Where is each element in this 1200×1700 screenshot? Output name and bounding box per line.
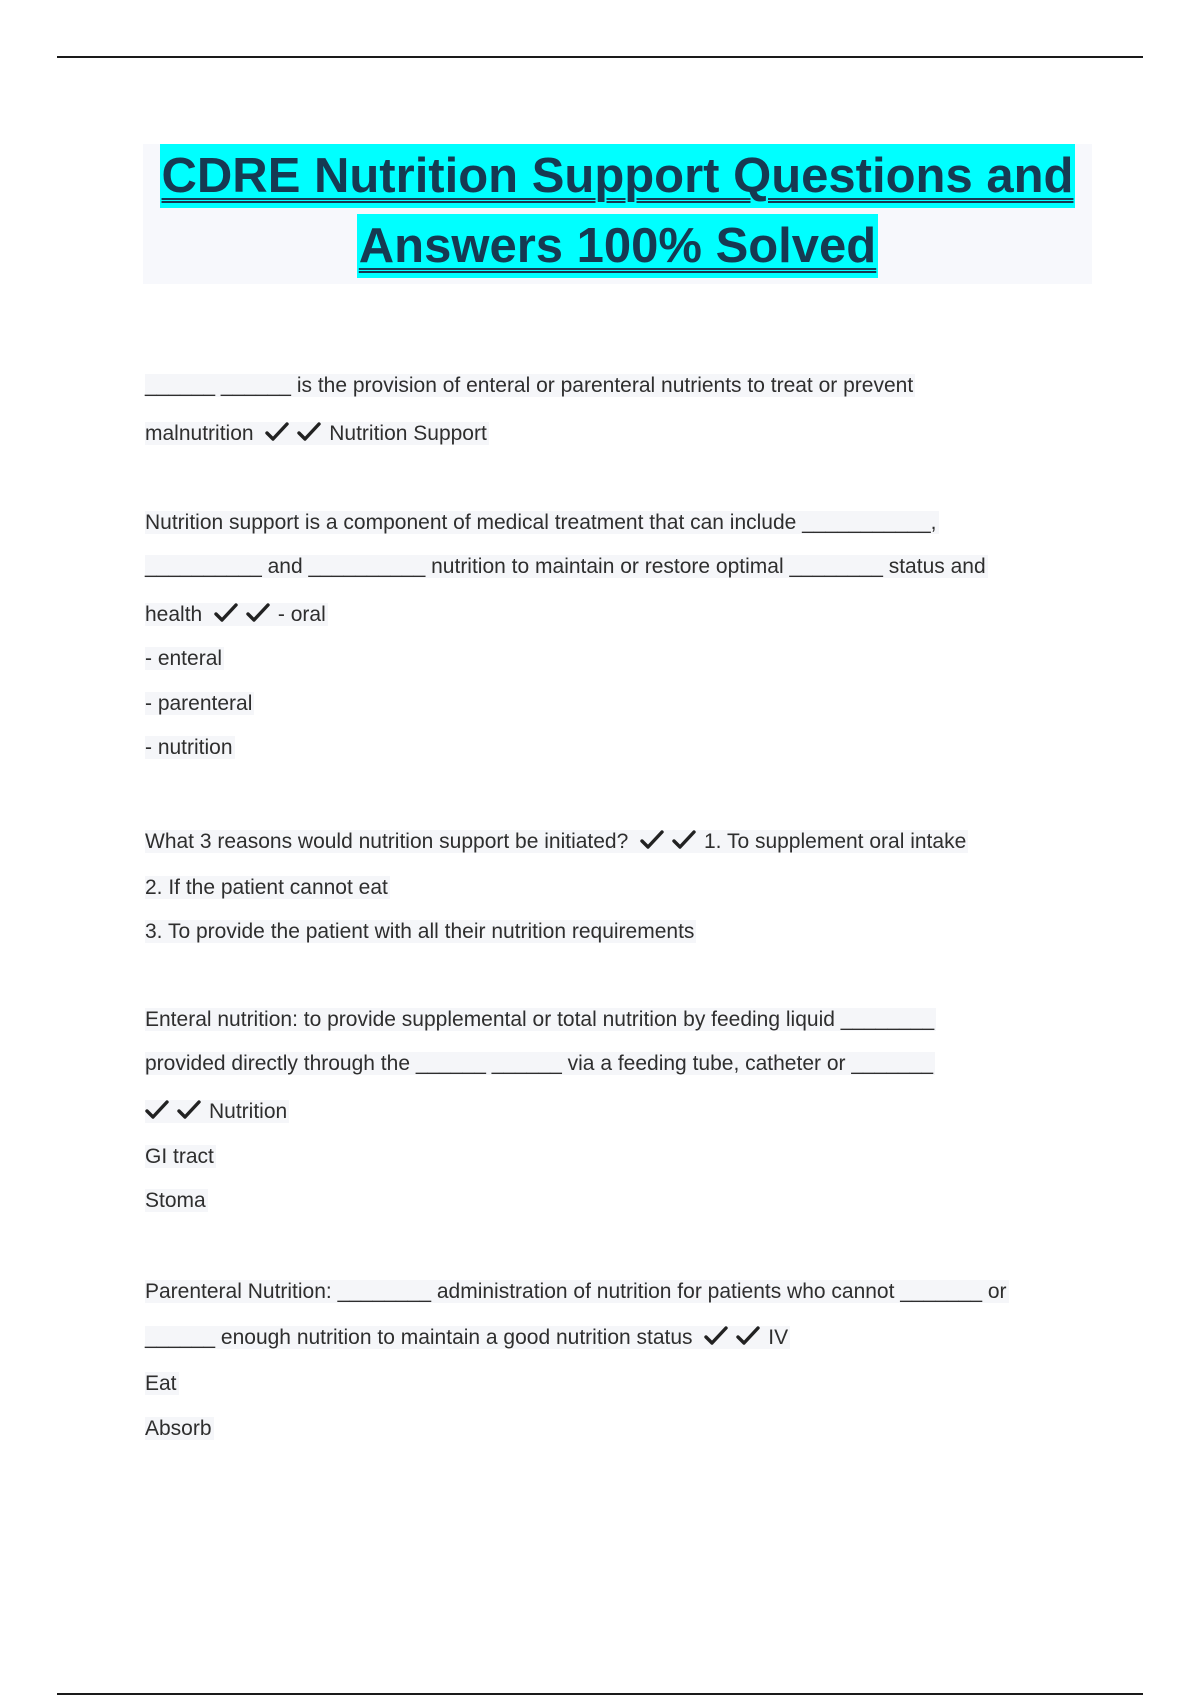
check-icon	[265, 420, 289, 444]
check-icon	[214, 601, 238, 625]
question-4-line-2: provided directly through the ______ ______ via a feeding tube, catheter or _______	[145, 1052, 934, 1075]
check-icon	[736, 1324, 760, 1348]
answer-2-item: - parenteral	[145, 692, 253, 715]
answer-5-item: Absorb	[145, 1417, 212, 1440]
check-icon	[177, 1098, 201, 1122]
check-icon	[297, 420, 321, 444]
question-4-line-1: Enteral nutrition: to provide supplemental or total nutrition by feeding liquid ________	[145, 1008, 935, 1031]
title-line-1: CDRE Nutrition Support Questions and	[160, 144, 1076, 208]
answer-2-item: - nutrition	[145, 736, 233, 759]
question-1-line-2: malnutrition Nutrition Support	[145, 422, 487, 445]
answer-5: IV	[768, 1326, 789, 1349]
answer-3: 1. To supplement oral intake	[703, 830, 967, 853]
question-2-line-3: health - oral	[145, 603, 326, 626]
question-5-line-1: Parenteral Nutrition: ________ administration of nutrition for patients who cannot _______ or	[145, 1280, 1007, 1303]
answer-4-item: Stoma	[145, 1189, 206, 1212]
check-icon	[246, 601, 270, 625]
question-1-line-1: ______ ______ is the provision of enteral or parenteral nutrients to treat or prevent	[145, 374, 914, 397]
check-icon	[640, 828, 664, 852]
check-icon	[145, 1098, 169, 1122]
answer-4-item: GI tract	[145, 1145, 214, 1168]
answer-4: Nutrition	[209, 1100, 288, 1123]
answer-2-item: - enteral	[145, 647, 223, 670]
answer-2: - oral	[277, 603, 326, 626]
answer-3-item: 2. If the patient cannot eat	[145, 876, 388, 899]
document-title	[143, 144, 1092, 284]
footer-rule	[57, 1693, 1143, 1695]
check-icon	[704, 1324, 728, 1348]
question-4-line-3	[145, 1096, 289, 1128]
question-3-line-1: What 3 reasons would nutrition support be initiated? 1. To supplement oral intake	[145, 830, 967, 853]
answer-5-item: Eat	[145, 1372, 177, 1395]
question-2-line-2: __________ and __________ nutrition to maintain or restore optimal ________ status and	[145, 555, 986, 578]
check-icon	[672, 828, 696, 852]
question-5-line-2: ______ enough nutrition to maintain a good nutrition status IV	[145, 1326, 789, 1349]
title-line-2: Answers 100% Solved	[357, 214, 878, 278]
answer-1: Nutrition Support	[329, 422, 487, 445]
answer-3-item: 3. To provide the patient with all their nutrition requirements	[145, 920, 695, 943]
question-2-line-1: Nutrition support is a component of medical treatment that can include ___________,	[145, 511, 937, 534]
header-rule	[57, 56, 1143, 58]
